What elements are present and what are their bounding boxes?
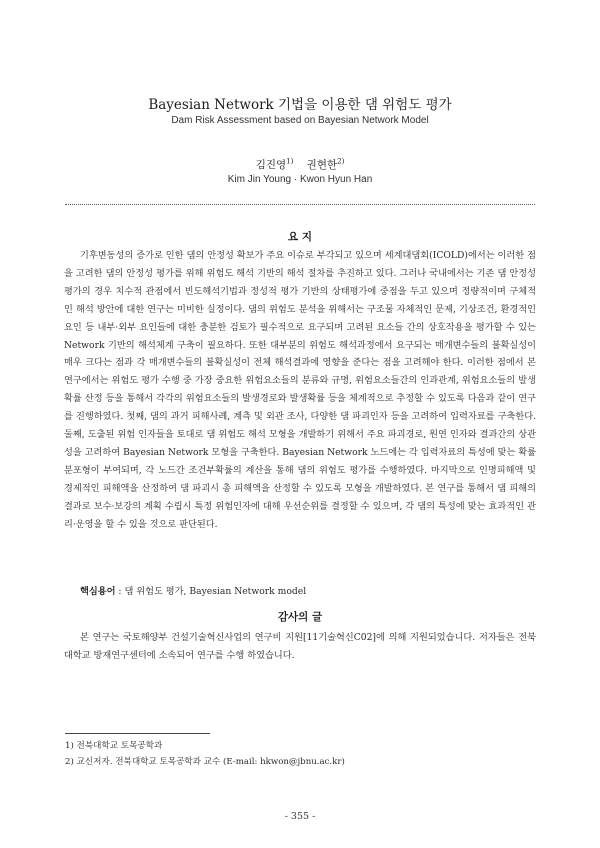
authors-korean xyxy=(0,157,600,172)
author-1-footnote-mark: 1) xyxy=(286,157,294,166)
page-number: - 355 - xyxy=(284,811,316,822)
author-2-footnote-mark: 2) xyxy=(337,157,345,166)
abstract-body: 기후변동성의 증가로 인한 댐의 안정성 확보가 주요 이슈로 부각되고 있으며 세계대댐회(ICOLD)에서는 이러한 점을 고려한 댐의 안정성 평가를 위해 위험도 해석 기반의 해석 절차를 추진하고 있다. 그러나 국내에서는 기존 댐 안정성 평가의 경우 치수적 관점에서 빈도해석기법과 정성적 평가 기반의 상태평가에 중점을 두고 있으며 정량적이며 구체적인 해석 방안에 대한 연구는 미비한 실정이다. 댐의 위험도 분석을 위해서는 구조물 자체적인 문제, 기상조건, 환경적인 요인 등 내부·외부 요인들에 대한 충분한 검토가 필수적으로 요구되며 고려된 요소들 간의 상호작용을 평가할 수 있는 Network 기반의 해석체계 구축이 필요하다. 또한 대부분의 위험도 해석과정에서 요구되는 매개변수들의 불확실성이 매우 크다는 점과 각 매개변수들의 불확실성이 전체 해석결과에 영향을 준다는 점을 고려해야 한다. 이러한 점에서 본 연구에서는 위험도 평가 수행 중 가장 중요한 위험요소들의 분류와 규명, 위험요소들간의 인과관계, 위험요소들의 발생확률 산정 등을 통해서 각각의 위험요소들의 발생경로와 발생확률 등을 체계적으로 추정할 수 있도록 다음과 같이 연구를 진행하였다. 첫째, 댐의 과거 피해사례, 계측 및 외관 조사, 다양한 댐 파괴인자 등을 고려하여 입력자료를 구축한다. 둘째, 도출된 위험 인자들을 토대로 댐 위험도 해석 모형을 개발하기 위해서 주요 파괴경로, 원연 인자와 결과간의 상관성을 고려하여 Bayesian Network 모형을 구축한다. Bayesian Network 노드에는 각 입력자료의 특성에 맞는 확률분포형이 부여되며, 각 노드간 조건부확률의 계산을 통해 댐의 위험도 평가를 수행하였다. 마지막으로 인명피해액 및 경제적인 피해액을 산정하여 댐 파괴시 총 피해액을 산정할 수 있도록 모형을 개발하였다. 본 연구를 통해서 댐 피해의 결과로 보수·보강의 계획 수립시 특정 위험인자에 대해 우선순위를 결정할 수 있으며, 각 댐의 특성에 맞는 효과적인 관리·운영을 할 수 있을 것으로 판단된다. xyxy=(64,250,536,530)
acknowledgement-heading: 감사의 글 xyxy=(277,611,323,623)
keywords-label: 핵심용어 xyxy=(80,586,116,597)
header-divider xyxy=(65,204,535,205)
keywords-separator: : xyxy=(115,586,125,597)
authors-english: Kim Jin Young · Kwon Hyun Han xyxy=(227,174,373,185)
abstract-heading: 요 지 xyxy=(288,231,312,243)
footnote-1: 1) 전북대학교 토목공학과 xyxy=(65,741,163,751)
keywords-value: 댐 위험도 평가, Bayesian Network model xyxy=(124,586,307,597)
author-2-name: 권현한 xyxy=(306,159,338,171)
keywords-line xyxy=(80,583,550,597)
footnote-divider xyxy=(65,733,210,734)
paper-subtitle-english: Dam Risk Assessment based on Bayesian Network Model xyxy=(171,115,429,126)
paper-title: Bayesian Network 기법을 이용한 댐 위험도 평가 xyxy=(148,97,452,113)
author-1-name: 김진영 xyxy=(255,159,287,171)
footnote-2: 2) 교신저자. 전북대학교 토목공학과 교수 (E-mail: hkwon@jbnu.ac.kr) xyxy=(65,757,345,767)
acknowledgement-body: 본 연구는 국토해양부 건설기술혁신사업의 연구비 지원[11기술혁신C02]에 의해 지원되었습니다. 저자들은 전북대학교 방재연구센터에 소속되어 연구를 수행 하였습니다. xyxy=(64,632,536,661)
